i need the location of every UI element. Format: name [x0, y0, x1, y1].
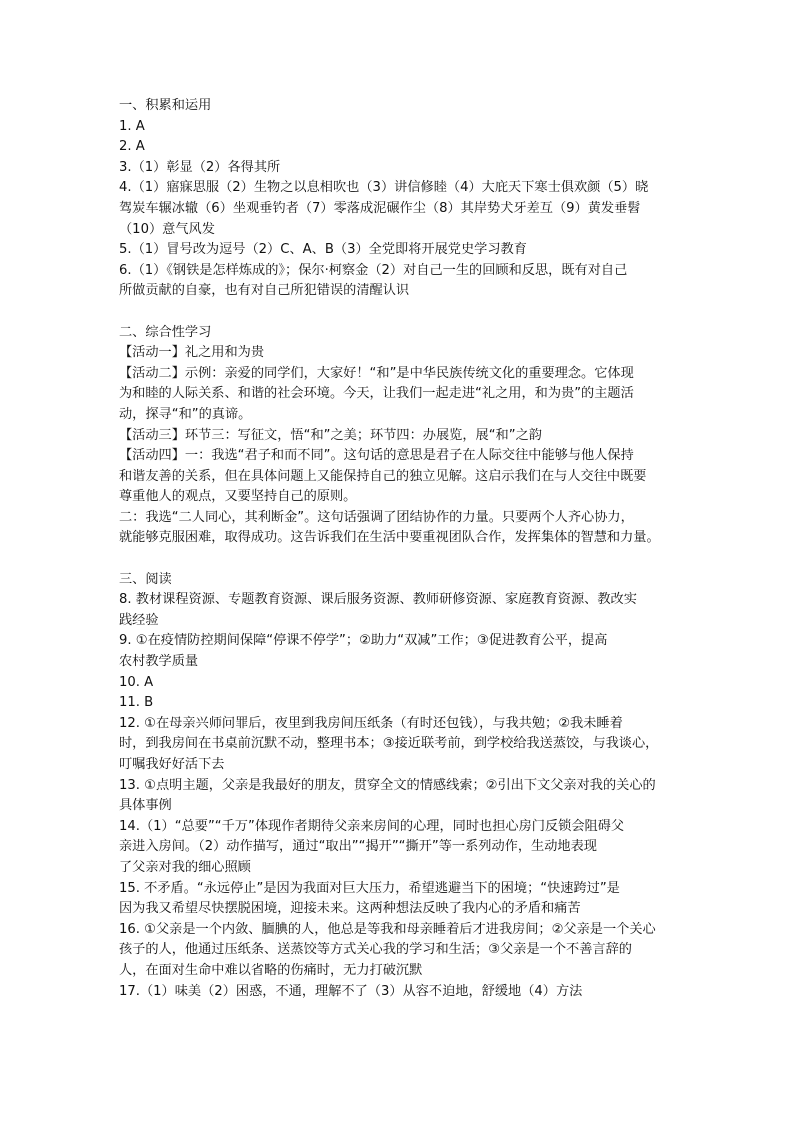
answer-line: 【活动四】一：我选“君子和而不同”。这句话的意思是君子在人际交往中能够与他人保持	[119, 448, 634, 464]
answer-line: 1. A	[119, 118, 145, 134]
answer-line: 10. A	[119, 674, 154, 690]
answer-line: 2. A	[119, 139, 145, 155]
answer-line: 11. B	[119, 695, 154, 711]
answer-line: 17.（1）味美（2）困惑，不通，理解不了（3）从容不迫地，舒缓地（4）方法	[119, 983, 583, 999]
answer-line: 二：我选“二人同心，其利断金”。这句话强调了团结协作的力量。只要两个人齐心协力，	[119, 509, 634, 525]
answer-line: 亲进入房间。（2）动作描写，通过“取出”“揭开”“撕开”等一系列动作，生动地表现	[119, 839, 597, 855]
section-gap	[119, 302, 687, 323]
section-gap	[119, 549, 687, 570]
answer-line: 就能够克服困难，取得成功。这告诉我们在生活中要重视团队合作，发挥集体的智慧和力量。	[119, 530, 660, 546]
answer-line: 6.（1）《钢铁是怎样炼成的》；保尔·柯察金（2）对自己一生的回顾和反思，既有对自己	[119, 262, 628, 278]
answer-line: 尊重他人的观点，又要坚持自己的原则。	[119, 489, 357, 505]
answer-line: 人，在面对生命中难以省略的伤痛时，无力打破沉默	[119, 962, 423, 978]
answer-line: 5.（1）冒号改为逗号（2）C、A、B（3）全党即将开展党史学习教育	[119, 242, 527, 258]
answer-line: 动，探寻“和”的真谛。	[119, 406, 252, 422]
answer-line: 12. ①在母亲兴师问罪后，夜里到我房间压纸条（有时还包钱），与我共勉；②我未睡着	[119, 715, 623, 731]
section-title: 一、积累和运用	[119, 98, 212, 113]
answer-line: 具体事例	[119, 798, 172, 814]
answer-line: （10）意气风发	[119, 221, 215, 237]
section-reading	[119, 570, 687, 1002]
answer-line: 为和睦的人际关系、和谐的社会环境。今天，让我们一起走进“礼之用，和为贵”的主题活	[119, 386, 634, 402]
answer-line: 【活动二】示例：亲爱的同学们，大家好！“和”是中华民族传统文化的重要理念。它体现	[119, 365, 634, 381]
answer-line: 叮嘱我好好活下去	[119, 757, 225, 772]
answer-line: 14.（1）“总要”“千万”体现作者期待父亲来房间的心理，同时也担心房门反锁会阻碍父	[119, 818, 625, 834]
section-title: 三、阅读	[119, 571, 172, 587]
answer-line: 8. 教材课程资源、专题教育资源、课后服务资源、教师研修资源、家庭教育资源、教改实	[119, 592, 637, 608]
answer-line: 孩子的人，他通过压纸条、送蒸饺等方式关心我的学习和生活；③父亲是一个不善言辞的	[119, 942, 632, 958]
answer-line: 13. ①点明主题，父亲是我最好的朋友，贯穿全文的情感线索；②引出下文父亲对我的关心的	[119, 777, 656, 793]
answer-document	[119, 96, 687, 1002]
answer-line: 3.（1）彰显（2）各得其所	[119, 159, 281, 175]
answer-line: 所做贡献的自豪，也有对自己所犯错误的清醒认识	[119, 283, 410, 299]
answer-line: 9. ①在疫情防控期间保障“停课不停学”；②助力“双减”工作；③促进教育公平，提高	[119, 633, 608, 649]
answer-line: 【活动三】环节三：写征文，悟“和”之美；环节四：办展览，展“和”之韵	[119, 427, 542, 443]
answer-line: 4.（1）寤寐思服（2）生物之以息相吹也（3）讲信修睦（4）大庇天下寒士俱欢颜（5）晓	[119, 180, 649, 196]
answer-line: 时，到我房间在书桌前沉默不动，整理书本；③接近联考前，到学校给我送蒸饺，与我谈心，	[119, 736, 659, 752]
answer-line: 了父亲对我的细心照顾	[119, 859, 251, 875]
answer-line: 因为我又希望尽快摆脱困境，迎接未来。这两种想法反映了我内心的矛盾和痛苦	[119, 901, 581, 917]
section-title: 二、综合性学习	[119, 324, 212, 340]
answer-line: 践经验	[119, 612, 159, 628]
answer-line: 15. 不矛盾。“永远停止”是因为我面对巨大压力，希望逃避当下的困境；“快速跨过”是	[119, 880, 620, 896]
section-accumulation	[119, 96, 687, 302]
answer-line: 和谐友善的关系，但在具体问题上又能保持自己的独立见解。这启示我们在与人交往中既要	[119, 468, 647, 484]
answer-line: 驾炭车辗冰辙（6）坐观垂钓者（7）零落成泥碾作尘（8）其岸势犬牙差互（9）黄发垂髫	[119, 200, 641, 216]
answer-line: 16. ①父亲是一个内敛、腼腆的人，他总是等我和母亲睡着后才进我房间；②父亲是一个关心	[119, 921, 656, 937]
answer-line: 农村教学质量	[119, 654, 199, 670]
section-comprehensive-study	[119, 323, 687, 550]
answer-line: 【活动一】礼之用和为贵	[119, 345, 265, 361]
